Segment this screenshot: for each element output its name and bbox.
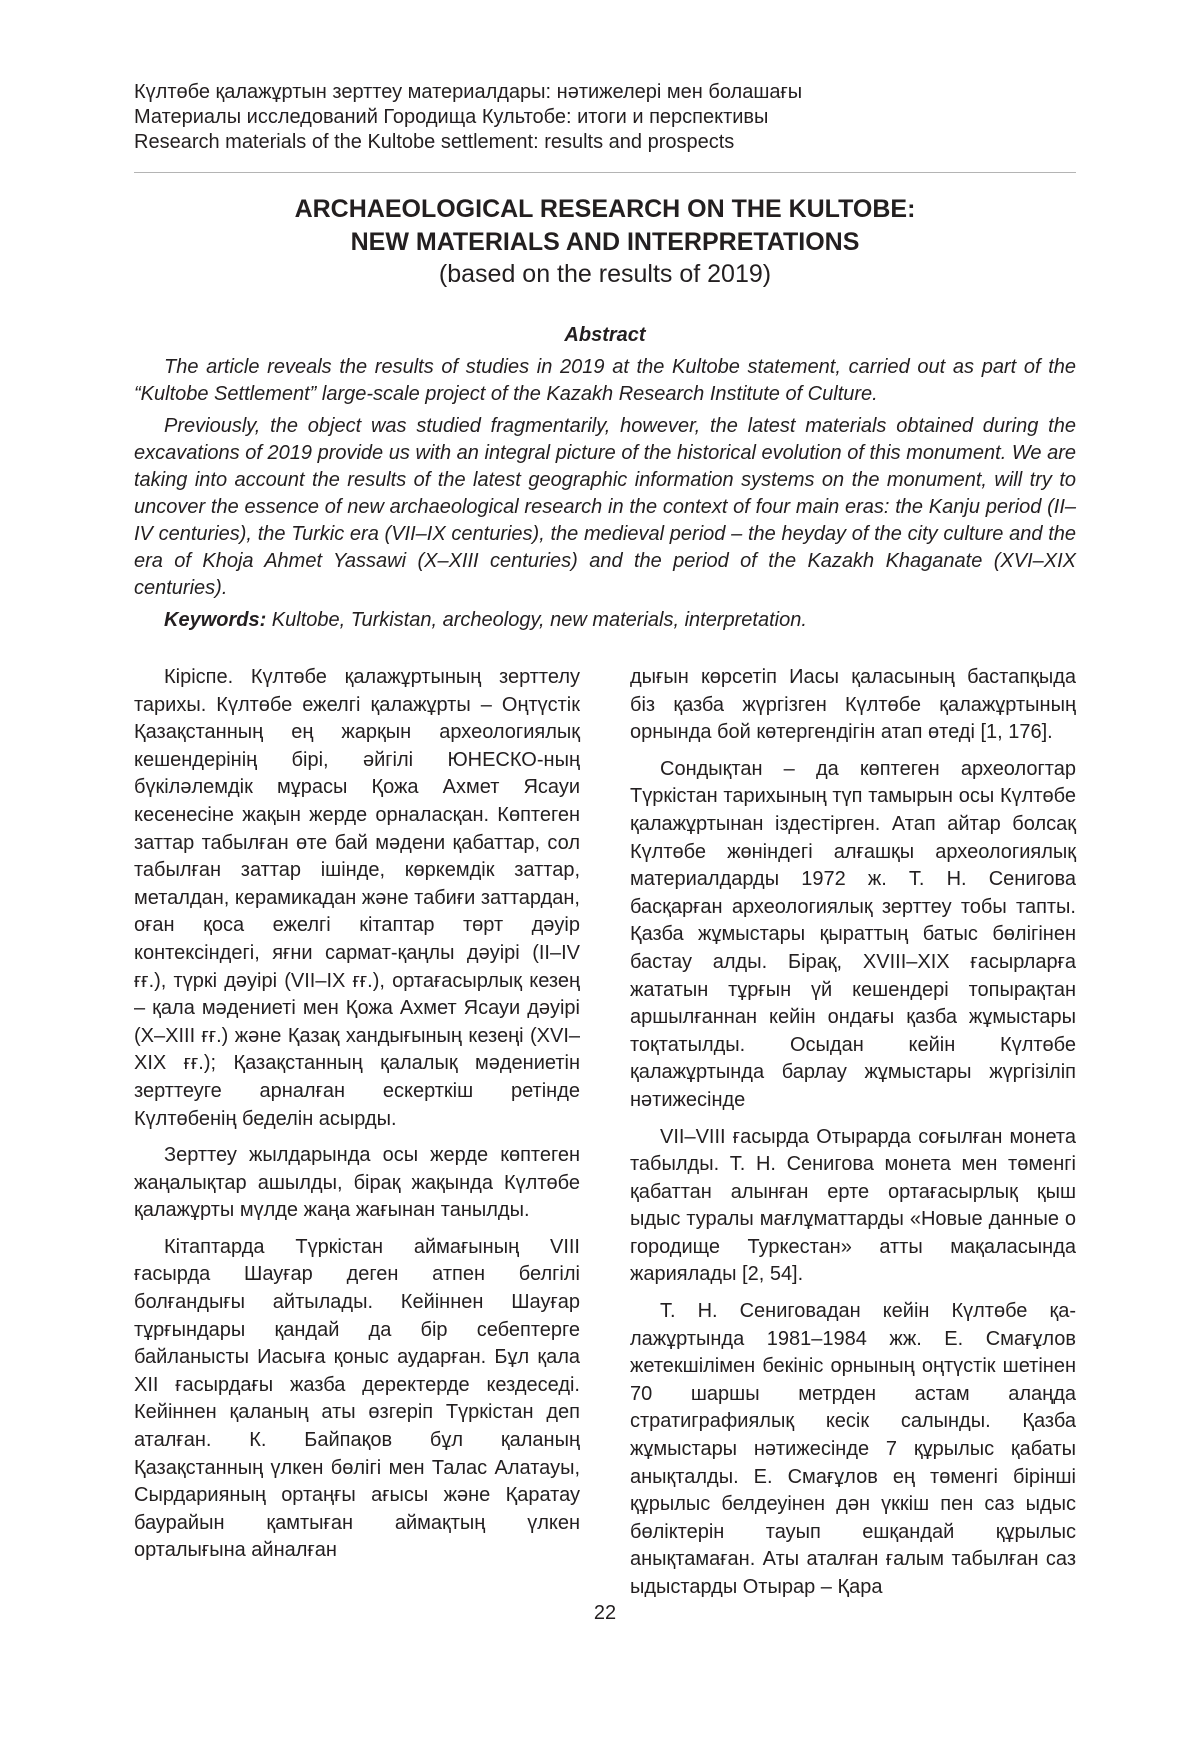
running-head [134, 80, 1076, 155]
article-title [134, 193, 1076, 259]
keywords-label: Keywords: [164, 609, 267, 631]
header-divider [134, 172, 1076, 173]
body-paragraph: Т. Н. Сениговадан кейін Күлтөбе қалажұртында 1981–1984 жж. Е. Смағұлов жетекшілімен бекініс орнының оңтүстік шетінен 70 шаршы метрден астам алаңда стратиграфиялық кесік салынды. Қазба жұмыстары нәтижесінде 7 құрылыс қабаты анықталды. Е. Смағұлов ең төменгі бірінші құрылыс белдеуінен дән үккіш пен саз ыдыс бөліктерін тауып ешқандай құрылыс анықтамаған. Аты аталған ғалым табылған саз ыдыстарды Отырар – Қара [630, 1300, 1076, 1598]
body-column-left [134, 664, 580, 1574]
abstract-heading: Abstract [564, 324, 646, 346]
body-paragraph: VII–VIII ғасырда Отырарда соғылған монета табылды. Т. Н. Сенигова монета мен төменгі қабаттан алынған ерте ортағасырлық қыш ыдыс туралы мағлұматтарды «Новые данные о городище Туркестан» атты мақаласында жариялады [2, 54]. [630, 1125, 1076, 1286]
abstract-paragraph: The article reveals the results of studies in 2019 at the Kultobe statement, carried out as part of the “Kultobe Settlement” large-scale project of the Kazakh Research Institute of Culture. [134, 356, 1076, 405]
body-paragraph: Кіріспе. Күлтөбе қалажұртының зерттелу тарихы. Күлтөбе ежелгі қалажұрты – Оңтүстік Қазақстанның ең жарқын археологиялық кешендерінің бірі, әйгілі ЮНЕСКО-ның бүкіләлемдік мұрасы Қожа Ахмет Ясауи кесенесіне жақын жерде орналасқан. Көптеген заттар табылған өте бай мәдени қабаттар, сол табылған заттар ішінде, көркемдік заттар, металдан, керамикадан және табиғи заттардан, оған қоса ежелгі кітаптар төрт дәуір контексіндегі, яғни сармат-қаңлы дәуірі (II–IV ғғ.), түркі дәуірі (VII–IX ғғ.), ортағасырлық кезең – қала мәдениеті мен Қожа Ахмет Ясауи дәуірі (X–XIII ғғ.) және Қазақ хандығының кезеңі (XVI–XIX ғғ.); Қазақстанның қалалық мәдениетін зерттеуге арналған ескерткіш ретінде Күлтөбенің беделін асырды. [134, 666, 580, 1130]
running-head-kazakh: Күлтөбе қалажұртын зерттеу материалдары: нәтижелері мен болашағы [134, 81, 803, 103]
running-head-english: Research materials of the Kultobe settlement: results and prospects [134, 131, 735, 153]
article-title-line-2: NEW MATERIALS AND INTERPRETATIONS [350, 228, 860, 256]
keywords [134, 607, 1076, 634]
abstract [134, 354, 1076, 639]
body-paragraph: Сондықтан – да көптеген археологтар Түркістан тарихының түп тамырын осы Күлтөбе қалажұртынан іздестірген. Атап айтар болсақ Күлтөбе жөніндегі алғашқы археологиялық материалдарды 1972 ж. Т. Н. Сенигова басқарған археологиялық зерттеу тобы тапты. Қазба жұмыстары қыраттың батыс бөлігінен бастау алды. Бірақ, XVIII–XIX ғасырларға жататын тұрғын үй кешендері топырақтан аршылғаннан кейін ондағы қазба жұмыстары тоқтатылды. Осыдан кейін Күлтөбе қалажұртында барлау жұмыстары жүргізіліп нәтижесінде [630, 757, 1076, 1111]
body-paragraph: Зерттеу жылдарында осы жерде көптеген жаңалықтар ашылды, бірақ жақында Күлтөбе қалажұрты мүлде жаңа жағынан танылды. [134, 1144, 580, 1222]
page-number: 22 [593, 1602, 617, 1624]
keywords-text: Kultobe, Turkistan, archeology, new materials, interpretation. [266, 609, 807, 631]
article-subtitle: (based on the results of 2019) [438, 260, 772, 288]
body-paragraph: Кітаптарда Түркістан аймағының VIII ғасырда Шауғар деген атпен белгілі болғандығы айтылады. Кейіннен Шауғар тұрғындары қандай да бір себептерге байланысты Иасыға қоныс аударған. Бұл қала XII ғасырдағы жазба деректерде кездеседі. Кейіннен қаланың аты өзгеріп Түркістан деп аталған. К. Байпақов бұл қаланың Қазақстанның үлкен бөлігі мен Талас Алатауы, Сырдарияның ортаңғы ағысы және Қаратау баурайын қамтыған аймақтың үлкен орталығына айналған [134, 1235, 580, 1562]
article-title-line-1: ARCHAEOLOGICAL RESEARCH ON THE KULTOBE: [294, 195, 916, 223]
running-head-russian: Материалы исследований Городища Культобе: итоги и перспективы [134, 106, 769, 128]
body-column-right [630, 664, 1076, 1611]
abstract-paragraph: Previously, the object was studied fragmentarily, however, the latest materials obtained during the excavations of 2019 provide us with an integral picture of the historical evolution of this monument. We are taking into account the results of the latest geographic information systems on the monument, will try to uncover the essence of new archaeological research in the context of four main eras: the Kanju period (II–IV centuries), the Turkic era (VII–IX centuries), the medieval period – the heyday of the city culture and the era of Khoja Ahmet Yassawi (X–XIII centuries) and the period of the Kazakh Khaganate (XVI–XIX centuries). [134, 415, 1076, 599]
body-paragraph: дығын көрсетіп Иасы қаласының бастапқыда біз қазба жүргізген Күлтөбе қалажұртының орнында бой көтергендігін атап өтеді [1, 176]. [630, 666, 1076, 744]
